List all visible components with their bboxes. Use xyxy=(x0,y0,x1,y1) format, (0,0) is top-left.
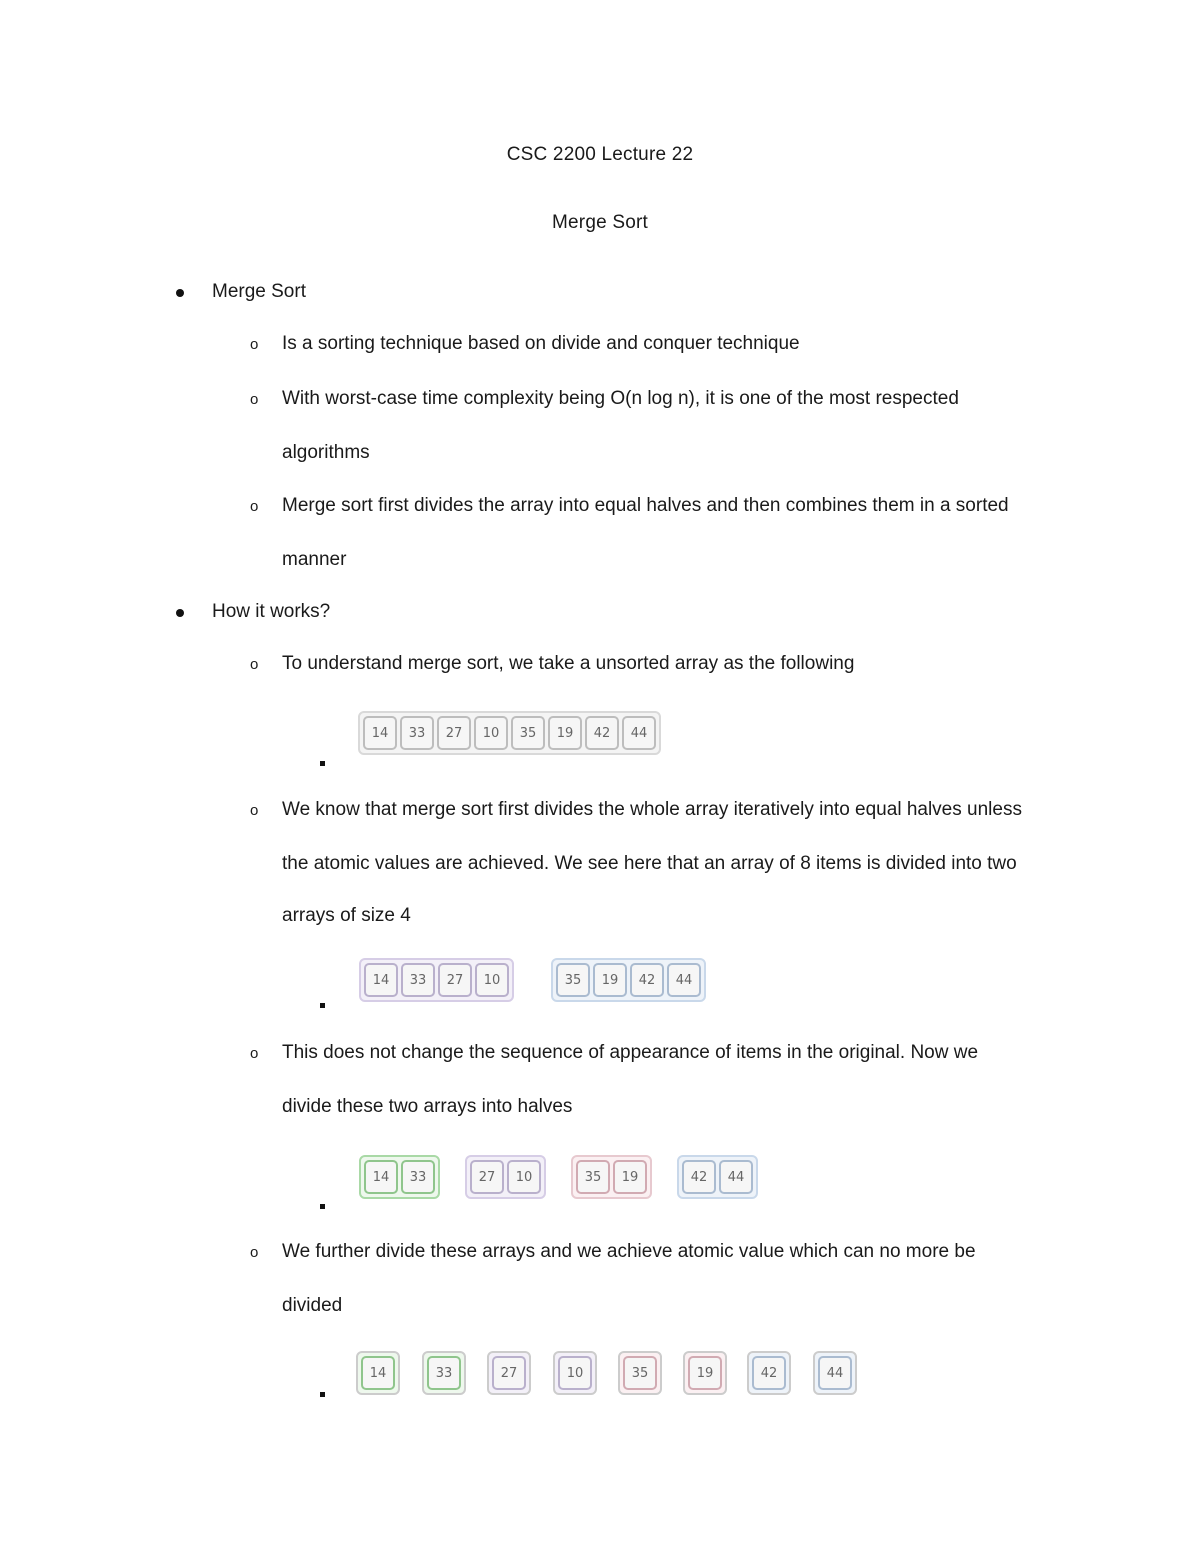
array-atomic xyxy=(683,1351,727,1395)
sub-bullet-marker: o xyxy=(250,391,259,408)
array-cell: 14 xyxy=(364,1160,398,1194)
array-cell: 14 xyxy=(364,963,398,997)
array-cell: 19 xyxy=(593,963,627,997)
array-cell: 35 xyxy=(511,716,545,750)
array-cell: 35 xyxy=(623,1356,657,1390)
page-subtitle: Merge Sort xyxy=(552,212,648,233)
array-quarter xyxy=(465,1155,546,1199)
array-half-right xyxy=(551,958,706,1002)
array-cell: 27 xyxy=(470,1160,504,1194)
text-line: divide these two arrays into halves xyxy=(282,1096,573,1117)
array-cell: 10 xyxy=(507,1160,541,1194)
text-line: divided xyxy=(282,1295,343,1316)
text-line: This does not change the sequence of appearance of items in the original. Now we xyxy=(282,1042,979,1063)
array-cell: 10 xyxy=(558,1356,592,1390)
bullet-dot xyxy=(176,609,184,617)
bullet-merge-sort: Merge Sort xyxy=(212,281,306,302)
array-cell: 27 xyxy=(437,716,471,750)
array-cell: 42 xyxy=(630,963,664,997)
text-line: We further divide these arrays and we achieve atomic value which can no more be xyxy=(282,1241,976,1262)
array-cell: 14 xyxy=(361,1356,395,1390)
array-cell: 42 xyxy=(585,716,619,750)
text-line: With worst-case time complexity being O(n log n), it is one of the most respected xyxy=(282,388,959,409)
text-line: Is a sorting technique based on divide and conquer technique xyxy=(282,333,800,354)
array-atomic xyxy=(487,1351,531,1395)
sub-bullet-marker: o xyxy=(250,1045,259,1062)
figure-bullet xyxy=(320,1204,325,1209)
array-cell: 42 xyxy=(752,1356,786,1390)
figure-bullet xyxy=(320,761,325,766)
array-cell: 33 xyxy=(427,1356,461,1390)
array-cell: 19 xyxy=(613,1160,647,1194)
array-cell: 42 xyxy=(682,1160,716,1194)
figure-bullet xyxy=(320,1003,325,1008)
array-atomic xyxy=(356,1351,400,1395)
array-atomic xyxy=(747,1351,791,1395)
array-cell: 19 xyxy=(548,716,582,750)
array-cell: 44 xyxy=(719,1160,753,1194)
array-cell: 19 xyxy=(688,1356,722,1390)
array-cell: 10 xyxy=(474,716,508,750)
array-quarter xyxy=(571,1155,652,1199)
array-cell: 44 xyxy=(818,1356,852,1390)
array-cell: 44 xyxy=(667,963,701,997)
bullet-dot xyxy=(176,289,184,297)
page-title: CSC 2200 Lecture 22 xyxy=(506,144,694,165)
sub-bullet-marker: o xyxy=(250,1244,259,1261)
array-atomic xyxy=(422,1351,466,1395)
array-atomic xyxy=(553,1351,597,1395)
text-line: manner xyxy=(282,549,347,570)
text-line: We know that merge sort first divides the whole array iteratively into equal halves unless xyxy=(282,799,1022,820)
array-atomic xyxy=(813,1351,857,1395)
array-quarter xyxy=(677,1155,758,1199)
figure-bullet xyxy=(320,1392,325,1397)
array-cell: 27 xyxy=(492,1356,526,1390)
array-cell: 33 xyxy=(401,963,435,997)
sub-bullet-marker: o xyxy=(250,498,259,515)
array-cell: 35 xyxy=(556,963,590,997)
array-cell: 44 xyxy=(622,716,656,750)
array-cell: 35 xyxy=(576,1160,610,1194)
array-half-left xyxy=(359,958,514,1002)
array-cell: 27 xyxy=(438,963,472,997)
sub-bullet-marker: o xyxy=(250,656,259,673)
text-line: algorithms xyxy=(282,442,370,463)
array-cell: 33 xyxy=(401,1160,435,1194)
array-atomic xyxy=(618,1351,662,1395)
array-quarter xyxy=(359,1155,440,1199)
array-full xyxy=(358,711,661,755)
array-cell: 10 xyxy=(475,963,509,997)
array-cell: 14 xyxy=(363,716,397,750)
text-line: arrays of size 4 xyxy=(282,905,411,926)
text-line: the atomic values are achieved. We see here that an array of 8 items is divided into two xyxy=(282,853,1017,874)
sub-bullet-marker: o xyxy=(250,802,259,819)
text-line: Merge sort first divides the array into equal halves and then combines them in a sorted xyxy=(282,495,1009,516)
array-cell: 33 xyxy=(400,716,434,750)
text-line: To understand merge sort, we take a unsorted array as the following xyxy=(282,653,855,674)
sub-bullet-marker: o xyxy=(250,336,259,353)
bullet-how-it-works: How it works? xyxy=(212,601,331,622)
